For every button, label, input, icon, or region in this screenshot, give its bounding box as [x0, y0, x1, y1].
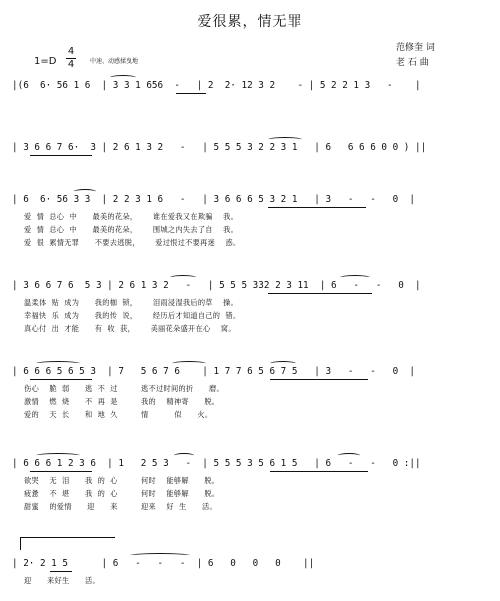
lyric-verse-1: 伤心 脆 弱 逃 不 过 逃不过时间的折 磨。: [24, 384, 224, 393]
slur-mark: [170, 275, 196, 280]
notation-line: | 6 6 6 5 6 5 3 | 7 5 6 7 6 | 1 7 7 6 5 6 7 5 | 3 - - 0 |: [12, 366, 415, 377]
beam-underline: [270, 379, 368, 380]
lyric-verse-3: 甜蜜 的爱情 迎 来 迎来 好 生 活。: [24, 502, 217, 511]
slur-mark: [270, 361, 296, 366]
lyric-verse-1: 爱 情 总心 中 最美的花朵， 谁在爱我又在欺骗 我。: [24, 212, 239, 221]
notation-line: | 2· 2 1 5 | 6 - - - | 6 0 0 0 ||: [12, 558, 315, 569]
lyric-verse-3: 爱的 天 长 和 地 久 情 似 火。: [24, 410, 213, 419]
beam-underline: [30, 379, 92, 380]
lyric-verse-2: 幸福快 乐 成为 我的传 说， 经历后才知道自己的 错。: [24, 311, 241, 320]
lyric-verse-2: 激情 燃 烧 不 再 是 我的 精神寄 脱。: [24, 397, 220, 406]
ending-bracket: [20, 537, 115, 550]
beam-underline: [176, 93, 206, 94]
time-top: 4: [67, 46, 75, 57]
slur-mark: [172, 361, 206, 366]
notation-line: | 6 6· 56 3 3 | 2 2 3 1 6 - | 3 6 6 6 5 3 2 1 | 3 - - 0 |: [12, 194, 415, 205]
lyric-verse-1: 欲哭 无 泪 我 的 心 何时 能够解 脱。: [24, 476, 220, 485]
notation-line: | 3 6 6 7 6· 3 | 2 6 1 3 2 - | 5 5 5 3 2 2 3 1 | 6 6 6 6 0 0 ) ||: [12, 142, 427, 153]
composer-credit: 老 石 曲: [396, 58, 429, 68]
lyric-verse-3: 真心付 出 才能 有 收 获， 美丽花朵盛开在心 窝。: [24, 324, 236, 333]
beam-underline: [268, 293, 372, 294]
slur-mark: [340, 275, 370, 280]
lyric-verse-1: 温柔体 贴 成为 我的枷 锁， 泪雨浸湿我后的草 操。: [24, 298, 239, 307]
slur-mark: [130, 553, 190, 558]
lyric-ending: 迎 来好生 活。: [24, 576, 100, 585]
lyricist-credit: 范修奎 词: [396, 43, 435, 53]
time-bottom: 4: [67, 59, 75, 70]
slur-mark: [338, 453, 360, 458]
notation-line: | 6 6 6 1 2 3 6 | 1 2 5 3 - | 5 5 5 3 5 6 1 5 | 6 - - 0 :||: [12, 458, 421, 469]
time-signature: [66, 46, 76, 71]
lyric-verse-3: 爱 很 累情无罪 不要去逃脱， 爱过恨过不要再迷 惑。: [24, 238, 241, 247]
beam-underline: [270, 471, 368, 472]
slur-mark: [36, 453, 80, 458]
slur-mark: [174, 453, 194, 458]
notation-line: |(6 6· 56 1 6 | 3 3 1 656 - | 2 2· 12 3 2 - | 5 2 2 1 3 - |: [12, 80, 421, 91]
key-signature: 1=D: [34, 56, 57, 67]
slur-mark: [36, 361, 80, 366]
beam-underline: [30, 155, 92, 156]
lyric-verse-2: 疲惫 不 堪 我 的 心 何时 能够解 脱。: [24, 489, 220, 498]
lyric-verse-2: 爱 情 总心 中 最美的花朵， 围城之内失去了自 我。: [24, 225, 239, 234]
slur-mark: [268, 137, 302, 142]
slur-mark: [110, 75, 136, 80]
song-title: 爱很累，情无罪: [197, 14, 303, 30]
slur-mark: [74, 189, 96, 194]
notation-line: | 3 6 6 7 6 5 3 | 2 6 1 3 2 - | 5 5 5 332 2 3 11 | 6 - - 0 |: [12, 280, 421, 291]
beam-underline: [30, 471, 92, 472]
beam-underline: [268, 207, 366, 208]
tempo-marking: 中速、动感揉曳地: [90, 58, 139, 65]
beam-underline: [50, 571, 72, 572]
